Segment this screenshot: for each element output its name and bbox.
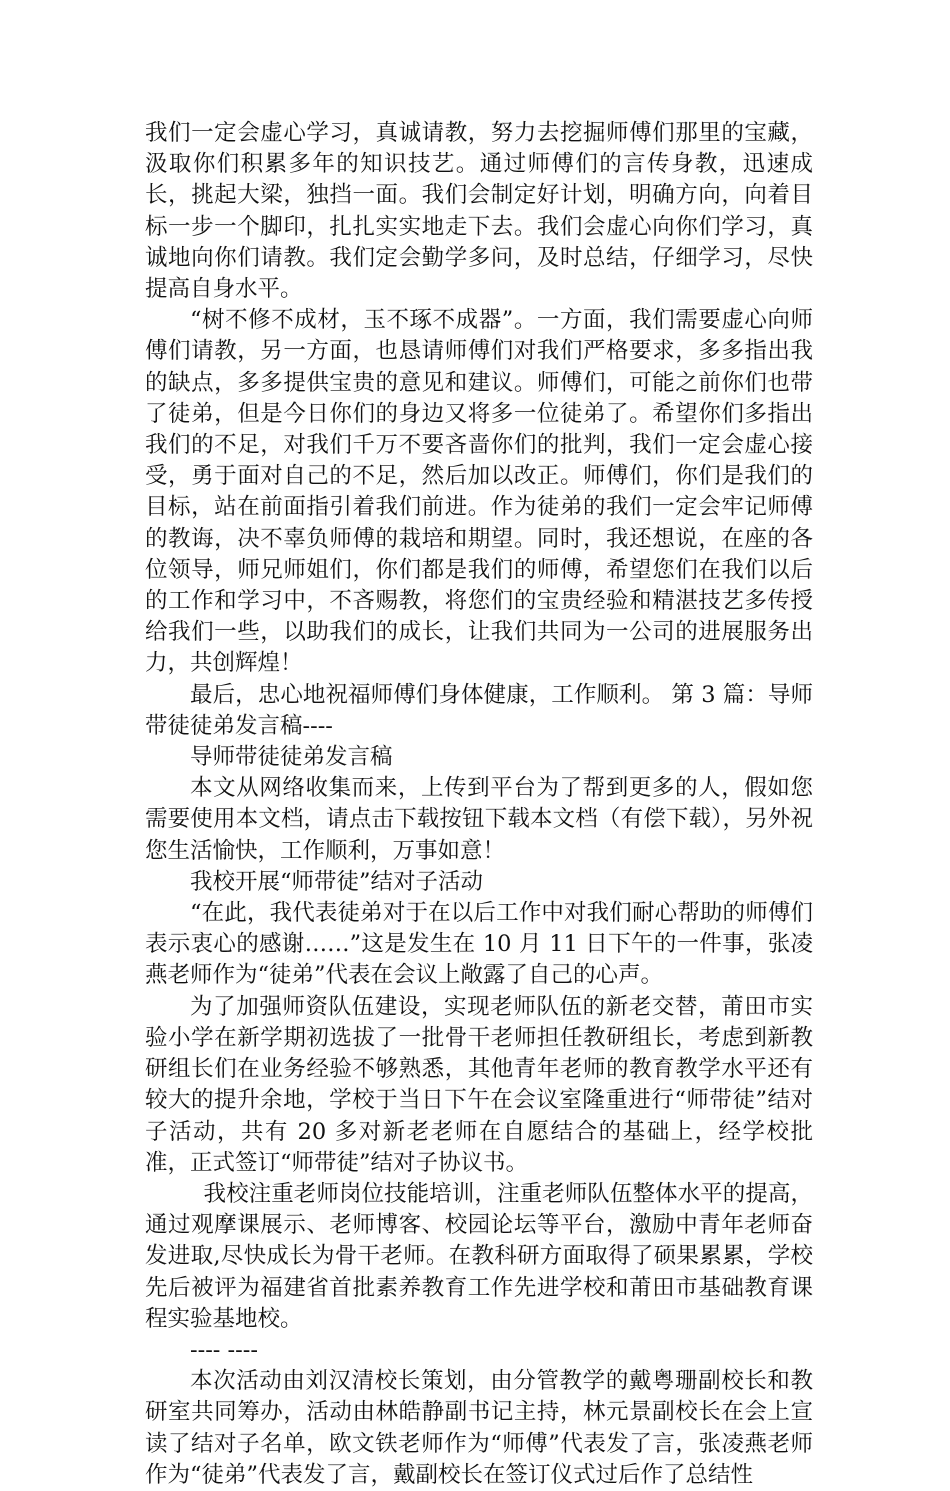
section-title-speech: 导师带徒徒弟发言稿 [190,744,393,771]
paragraph-strict-requirements: “树不修不成材，玉不琢不成器”。一方面，我们需要虚心向师傅们请教，另一方面，也恳请师傅们对我们严格要求，多多指出我的缺点，多多提供宝贵的意见和建议。师傅们，可能之前你们也带了徒弟，但是今日你们的身边又将多一位徒弟了。希望你们多指出我们的不足，对我们千万不要吝啬你们的批判，我们一定会虚心接受，勇于面对自己的不足，然后加以改正。师傅们，你们是我们的目标，站在前面指引着我们前进。作为徒弟的我们一定会牢记师傅的教诲，决不辜负师傅的栽培和期望。同时，我还想说，在座的各位领导，师兄师姐们，你们都是我们的师傅，希望您们在我们以后的工作和学习中，不吝赐教，将您们的宝贵经验和精湛技艺多传授给我们一些，以助我们的成长，让我们共同为一公司的进展服务出力，共创辉煌！ [145,307,813,677]
paragraph-learning-commitment: 我们一定会虚心学习，真诚请教，努力去挖掘师傅们那里的宝藏，汲取你们积累多年的知识技艺。通过师傅们的言传身教，迅速成长，挑起大梁，独挡一面。我们会制定好计划，明确方向，向着目标一步一个脚印，扎扎实实地走下去。我们会虚心向你们学习，真诚地向你们请教。我们定会勤学多问，及时总结，仔细学习，尽快提高自身水平。 [145,120,813,303]
paragraph-gratitude-quote: “在此，我代表徒弟对于在以后工作中对我们耐心帮助的师傅们表示衷心的感谢……”这是发生在 10 月 11 日下午的一件事，张凌燕老师作为“徒弟”代表在会议上敞露了自己的心声。 [145,900,813,989]
paragraph-skill-training: 我校注重老师岗位技能培训，注重老师队伍整体水平的提高，通过观摩课展示、老师博客、校园论坛等平台，激励中青年老师奋发进取,尽快成长为骨干老师。在教科研方面取得了硕果累累，学校先后被评为福建省首批素养教育工作先进学校和莆田市基础教育课程实验基地校。 [145,1180,813,1332]
paragraph-source-notice: 本文从网络收集而来，上传到平台为了帮到更多的人，假如您需要使用本文档，请点击下载按钮下载本文档（有偿下载），另外祝您生活愉快，工作顺利，万事如意！ [145,775,813,864]
paragraph-event-organization: 本次活动由刘汉清校长策划，由分管教学的戴粤珊副校长和教研室共同筹办，活动由林皓静副书记主持，林元景副校长在会上宣读了结对子名单，欧文铁老师作为“师傅”代表发了言，张凌燕老师作为“徒弟”代表发了言，戴副校长在签订仪式过后作了总结性 [145,1368,813,1488]
paragraph-closing-wishes: 最后，忠心地祝福师傅们身体健康，工作顺利。 第 3 篇：导师带徒徒弟发言稿---- [145,681,813,739]
document-body [145,118,813,1491]
paragraph-team-building: 为了加强师资队伍建设，实现老师队伍的新老交替，莆田市实验小学在新学期初选拔了一批骨干老师担任教研组长，考虑到新教研组长们在业务经验不够熟悉，其他青年老师的教育教学水平还有较大的提升余地，学校于当日下午在会议室隆重进行“师带徒”结对子活动，共有 20 多对新老老师在自愿结合的基础上，经学校批准，正式签订“师带徒”结对子协议书。 [145,993,813,1176]
section-title-activity: 我校开展“师带徒”结对子活动 [190,868,484,895]
separator-line: ---- ---- [190,1336,258,1363]
